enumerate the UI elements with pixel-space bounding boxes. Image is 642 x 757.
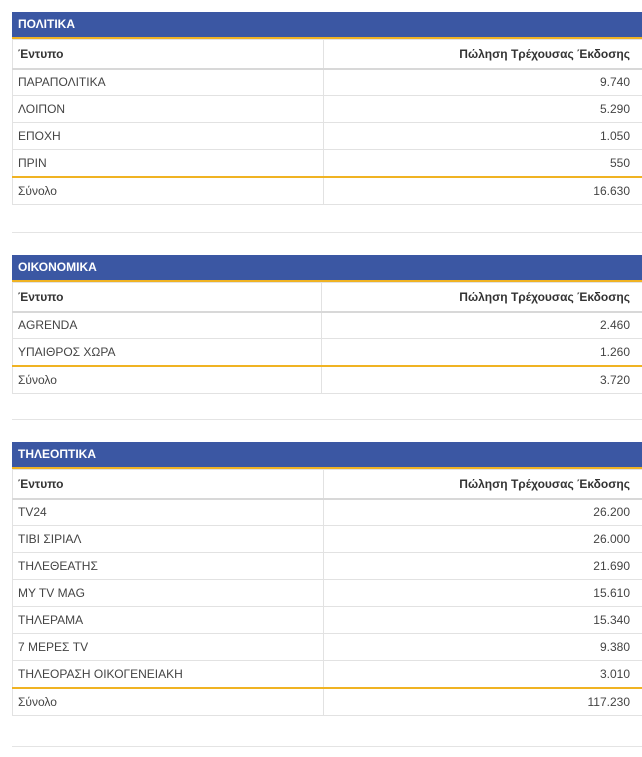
table-row — [13, 339, 642, 366]
publication-name: MY TV MAG — [13, 580, 324, 607]
sales-value: 26.000 — [324, 526, 642, 553]
publication-name: ΤΗΛΕΡΑΜΑ — [13, 607, 324, 634]
sales-value: 15.340 — [324, 607, 642, 634]
sales-value: 1.260 — [322, 339, 642, 366]
total-label: Σύνολο — [13, 177, 324, 205]
sales-table — [12, 469, 642, 716]
section-header: ΤΗΛΕΟΠΤΙΚΑ — [12, 442, 642, 469]
total-value: 3.720 — [322, 366, 642, 394]
total-label: Σύνολο — [13, 366, 322, 394]
total-label: Σύνολο — [13, 688, 324, 716]
total-value: 16.630 — [324, 177, 642, 205]
total-row — [13, 688, 642, 716]
table-header-row — [13, 40, 642, 69]
publication-name: ΥΠΑΙΘΡΟΣ ΧΩΡΑ — [13, 339, 322, 366]
table-row — [13, 312, 642, 339]
sales-value: 9.380 — [324, 634, 642, 661]
table-row — [13, 96, 642, 123]
table-header-row — [13, 470, 642, 499]
column-header-sales: Πώληση Τρέχουσας Έκδοσης — [324, 470, 642, 499]
sales-table — [12, 39, 642, 205]
column-header-title: Έντυπο — [13, 470, 324, 499]
publication-name: 7 ΜΕΡΕΣ TV — [13, 634, 324, 661]
publication-name: ΕΠΟΧΗ — [13, 123, 324, 150]
sales-table — [12, 282, 642, 394]
sales-value: 2.460 — [322, 312, 642, 339]
sales-value: 21.690 — [324, 553, 642, 580]
section-divider — [12, 746, 642, 747]
table-row — [13, 123, 642, 150]
section-header: ΟΙΚΟΝΟΜΙΚΑ — [12, 255, 642, 282]
table-header-row — [13, 283, 642, 312]
total-row — [13, 366, 642, 394]
sales-value: 550 — [324, 150, 642, 177]
sales-value: 15.610 — [324, 580, 642, 607]
publication-name: ΠΡΙΝ — [13, 150, 324, 177]
publication-name: TV24 — [13, 499, 324, 526]
table-row — [13, 580, 642, 607]
publication-name: ΤΙΒΙ ΣΙΡΙΑΛ — [13, 526, 324, 553]
total-value: 117.230 — [324, 688, 642, 716]
publication-name: ΠΑΡΑΠΟΛΙΤΙΚΑ — [13, 69, 324, 96]
section-divider — [12, 232, 642, 233]
sales-value: 5.290 — [324, 96, 642, 123]
sales-value: 1.050 — [324, 123, 642, 150]
table-row — [13, 553, 642, 580]
column-header-title: Έντυπο — [13, 283, 322, 312]
section-oikonomika — [12, 255, 642, 394]
column-header-sales: Πώληση Τρέχουσας Έκδοσης — [322, 283, 642, 312]
total-row — [13, 177, 642, 205]
table-row — [13, 634, 642, 661]
table-row — [13, 499, 642, 526]
publication-name: AGRENDA — [13, 312, 322, 339]
table-row — [13, 150, 642, 177]
column-header-title: Έντυπο — [13, 40, 324, 69]
column-header-sales: Πώληση Τρέχουσας Έκδοσης — [324, 40, 642, 69]
publication-name: ΤΗΛΕΘΕΑΤΗΣ — [13, 553, 324, 580]
section-divider — [12, 419, 642, 420]
table-row — [13, 69, 642, 96]
publication-name: ΛΟΙΠΟΝ — [13, 96, 324, 123]
sales-value: 26.200 — [324, 499, 642, 526]
sales-value: 9.740 — [324, 69, 642, 96]
table-row — [13, 607, 642, 634]
publication-name: ΤΗΛΕΟΡΑΣΗ ΟΙΚΟΓΕΝΕΙΑΚΗ — [13, 661, 324, 688]
sales-value: 3.010 — [324, 661, 642, 688]
section-header: ΠΟΛΙΤΙΚΑ — [12, 12, 642, 39]
table-row — [13, 526, 642, 553]
section-tileoptika — [12, 442, 642, 716]
section-politika — [12, 12, 642, 205]
table-row — [13, 661, 642, 688]
